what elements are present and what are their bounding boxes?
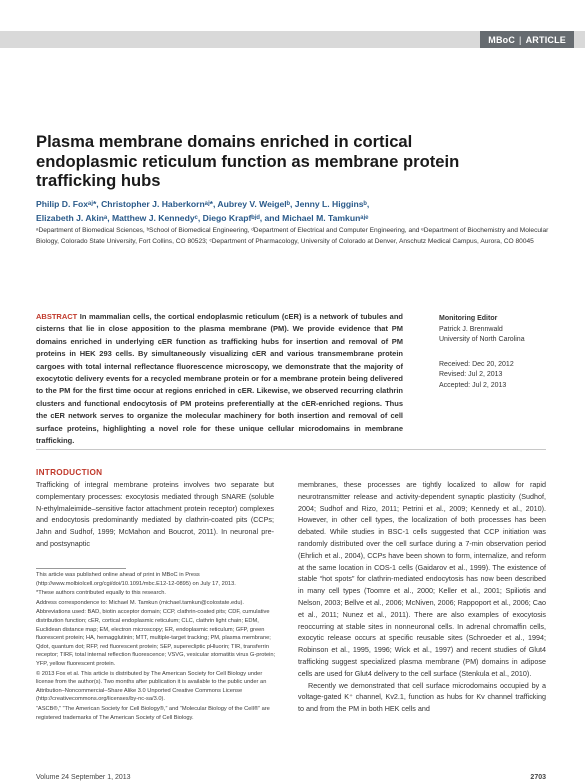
section-name: ARTICLE	[525, 34, 566, 45]
footnote-publication: This article was published online ahead of print in MBoC in Press (http://www.molbiolcell.org/cgi/doi/10.1091/mbc.E12-12-0895) on July 17, 2013.	[36, 572, 236, 587]
author-line-2: Elizabeth J. Akinᵃ, Matthew J. Kennedyᶜ, Diego Krapfᵇʲᵈ, and Michael M. Tamkunᵃʲᵉ	[36, 212, 369, 223]
abstract-text: In mammalian cells, the cortical endoplasmic reticulum (cER) is a network of tubules and cisterns that lie in close apposition to the plasma membrane (PM). We provide evidence that PM domains enriched in underlying cER function as trafficking hubs for insertion and removal of PM proteins in HEK 293 cells. By simultaneously visualizing cER and various transmembrane protein cargoes with total internal reflectance fluorescence microscopy, we demonstrate that the majority of exocytotic delivery events for a recycled membrane protein or for a membrane protein being delivered to the PM for the first time occur at regions enriched in cER. Likewise, we observed recurring clathrin clusters and functional endocytosis of PM proteins preferentially at the cER-enriched regions. Thus the cER network serves to organize the molecular machinery for both insertion and removal of cell surface proteins, highlighting a novel role for these unique cellular microdomains in membrane trafficking.	[36, 312, 403, 446]
page-footer	[36, 774, 546, 781]
affiliations: ᵃDepartment of Biomedical Sciences, ᵇSchool of Biomedical Engineering, ᵈDepartment of Electrical and Computer Engineering, and ᵉDepartment of Biochemistry and Molecular Biology, Colorado State University, Fort Collins, CO 80523; ᶜDepartment of Pharmacology, University of Colorado at Denver, Anschutz Medical Campus, Aurora, CO 80045	[36, 227, 549, 245]
section-divider	[36, 449, 546, 450]
footnotes	[36, 571, 276, 723]
editor-name: Patrick J. Brennwald	[439, 325, 503, 333]
footnote-equal-contribution: *These authors contributed equally to this research.	[36, 590, 166, 597]
intro-paragraph-1: Trafficking of integral membrane proteins involves two separate but complementary processes: exocytosis mediated through SNARE (soluble N-ethylmaleimide–sensitive factor attachment protein receptor) complexes and endocytosis predominantly mediated by clathrin-coated pits (CCPs; Jahn and Sudhof, 1999; McMahon and Boucrot, 2011). In neuronal pre- and postsynaptic	[36, 480, 274, 548]
volume-info: Volume 24 September 1, 2013	[36, 774, 131, 781]
journal-section-tag	[480, 31, 574, 48]
author-line-1: Philip D. Foxᵃʲ*, Christopher J. Haberkornᵃʲ*, Aubrey V. Weigelᵇ, Jenny L. Higginsᵇ,	[36, 199, 370, 209]
footnote-license: © 2013 Fox et al. This article is distributed by The American Society for Cell Biology under license from the author(s). Two months after publication it is available to the public under an Attribution–Noncommercial–Share Alike 3.0 Unported Creative Commons License (http://creativecommons.org/licenses/by-nc-sa/3.0).	[36, 670, 267, 703]
accepted-date: Accepted: Jul 2, 2013	[439, 381, 507, 389]
editorial-sidebar	[439, 314, 579, 392]
footnote-trademarks: “ASCB®,” “The American Society for Cell Biology®,” and “Molecular Biology of the Cell®” are registered trademarks of The American Society of Cell Biology.	[36, 705, 270, 721]
footnote-rule	[36, 568, 126, 569]
revised-date: Revised: Jul 2, 2013	[439, 371, 503, 379]
introduction-heading: INTRODUCTION	[36, 468, 103, 477]
page-number: 2703	[530, 774, 546, 781]
footnote-correspondence: Address correspondence to: Michael M. Tamkun (michael.tamkun@colostate.edu).	[36, 599, 244, 606]
editor-affiliation: University of North Carolina	[439, 336, 525, 344]
abstract	[36, 311, 403, 447]
received-date: Received: Dec 20, 2012	[439, 360, 514, 368]
abstract-label: ABSTRACT	[36, 312, 78, 321]
intro-paragraph-1-cont: membranes, these processes are tightly localized to allow for rapid neurotransmitter release and activity-dependent synaptic plasticity (Sudhof, 2004; Sudhof and Rizo, 2011; Petrini et al., 2009; Kennedy et al., 2010). However, in other cell types, the localization of both processes has been debated. While studies in BSC-1 cells suggested that CCP initiation was randomly distributed over the cell surface during a 7-min observation period (Ehrlich et al., 2004), CCPs have been shown to form, internalize, and reform at the same location in COS-1 cells (Gaidarov et al., 1999). The existence of stable “hot spots” for clathrin-mediated endocytosis has now been described in many cell types (Toomre et al., 2000; Keller et al., 2001; Spiliotis and Nelson, 2003; Bellve et al., 2006; McNiven, 2006; Rappoport et al., 2006; Cao et al., 2011; Nunez et al., 2011). There are also examples of exocytosis reoccurring at stable sites in nonneuronal cells. In adrenal chromaffin cells, exocytic release occurs at specific reusable sites (Schroeder et al., 1994; Robinson et al., 1995, 1996; Wick et al., 1997) and recent studies of Glut4 trafficking suggest specialized plasma membrane (PM) domains in adipose cells are used for Glut4 delivery to the cell surface (Stenkula et al., 2010).	[298, 480, 546, 678]
author-list	[36, 198, 506, 225]
body-column-left	[36, 479, 274, 550]
monitoring-editor-label: Monitoring Editor	[439, 315, 498, 322]
intro-paragraph-2: Recently we demonstrated that cell surface microdomains occupied by a voltage-gated K⁺ channel, Kv2.1, function as hubs for Kv channel trafficking to and from the PM in both HEK cells and	[298, 680, 546, 714]
journal-name: MBoC	[488, 34, 516, 45]
body-column-right	[298, 479, 546, 715]
footnote-abbreviations: Abbreviations used: BAD, biotin acceptor domain; CCP, clathrin-coated pits; CDF, cumulative distribution function; cER, cortical endoplasmic reticulum; CLC, clathrin light chain; EDM, Euclidean distance map; EM, electron microscopy; ER, endoplasmic reticulum; GFP, green fluorescent protein; HA, hemagglutinin; MTT, multiple-target tracking; PM, plasma membrane; Qdot, quantum dot; RFP, red fluorescent protein; SEP, superecliptic pHluorin; TIR, transferrin receptor; TIRF, total internal reflection fluorescence; VSVG, vesicular stomatitis virus G-protein; YFP, yellow fluorescent protein.	[36, 609, 276, 667]
header-separator: |	[519, 34, 522, 45]
article-title: Plasma membrane domains enriched in cortical endoplasmic reticulum function as membrane protein trafficking hubs	[36, 132, 460, 191]
